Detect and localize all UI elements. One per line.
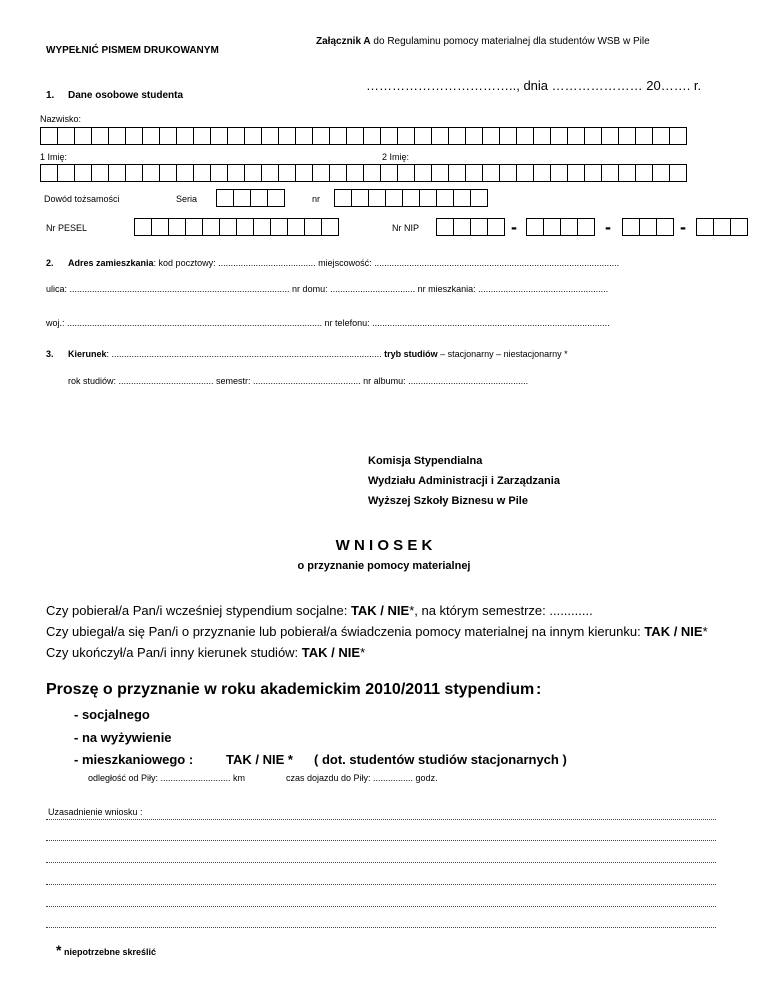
- char-box[interactable]: [470, 218, 488, 236]
- char-box[interactable]: [526, 218, 544, 236]
- char-box[interactable]: [639, 218, 657, 236]
- char-box[interactable]: [550, 164, 568, 182]
- char-box[interactable]: [656, 218, 674, 236]
- attachment-text: do Regulaminu pomocy materialnej dla studentów WSB w Pile: [370, 36, 650, 47]
- char-box[interactable]: [533, 164, 551, 182]
- char-box[interactable]: [193, 127, 211, 145]
- char-box[interactable]: [431, 127, 449, 145]
- address-label: Adres zamieszkania: [68, 258, 154, 268]
- char-box[interactable]: [168, 218, 186, 236]
- char-box[interactable]: [57, 127, 75, 145]
- id-number-grid[interactable]: [334, 189, 487, 207]
- nip-grid-2[interactable]: [526, 218, 594, 236]
- char-box[interactable]: [125, 127, 143, 145]
- nip-dash-2: -: [605, 217, 611, 237]
- char-box[interactable]: [295, 127, 313, 145]
- justification-line-6[interactable]: [46, 927, 716, 928]
- justification-line-3[interactable]: [46, 862, 716, 863]
- char-box[interactable]: [91, 127, 109, 145]
- char-box[interactable]: [346, 164, 364, 182]
- nip-label: Nr NIP: [392, 223, 419, 233]
- char-box[interactable]: [185, 218, 203, 236]
- char-box[interactable]: [465, 127, 483, 145]
- char-box[interactable]: [287, 218, 305, 236]
- addressee-line-3: Wyższej Szkoły Biznesu w Pile: [368, 495, 528, 507]
- fill-instruction: WYPEŁNIĆ PISMEM DRUKOWANYM: [46, 45, 219, 56]
- char-box[interactable]: [278, 127, 296, 145]
- year-semester-line[interactable]: rok studiów: ...................................... semestr: ........................................... nr albumu: ................................................: [68, 376, 529, 386]
- address-street-line[interactable]: ulica: ........................................................................................ nr domu: .................................. nr mieszkania: ....................................................: [46, 284, 609, 294]
- option-housing[interactable]: - mieszkaniowego :: [74, 752, 194, 767]
- char-box[interactable]: [516, 127, 534, 145]
- char-box[interactable]: [482, 164, 500, 182]
- housing-yes-no[interactable]: TAK / NIE *: [226, 752, 293, 767]
- char-box[interactable]: [176, 127, 194, 145]
- char-box[interactable]: [560, 218, 578, 236]
- surname-label: Nazwisko:: [40, 114, 82, 124]
- request-colon: :: [536, 681, 542, 698]
- char-box[interactable]: [618, 164, 636, 182]
- document-title: W N I O S E K: [335, 537, 433, 554]
- char-box[interactable]: [470, 189, 488, 207]
- char-box[interactable]: [304, 218, 322, 236]
- char-box[interactable]: [419, 189, 437, 207]
- char-box[interactable]: [142, 164, 160, 182]
- address-postal-line[interactable]: [68, 258, 619, 268]
- char-box[interactable]: [346, 127, 364, 145]
- section2-number: 2.: [46, 258, 54, 268]
- char-box[interactable]: [159, 127, 177, 145]
- char-box[interactable]: [584, 127, 602, 145]
- nip-grid-4[interactable]: [696, 218, 747, 236]
- char-box[interactable]: [159, 164, 177, 182]
- char-box[interactable]: [108, 164, 126, 182]
- footnote-text: niepotrzebne skreślić: [61, 947, 156, 957]
- study-mode-label: tryb studiów: [384, 349, 438, 359]
- char-box[interactable]: [351, 189, 369, 207]
- char-box[interactable]: [635, 127, 653, 145]
- attachment-note: [316, 36, 650, 47]
- char-box[interactable]: [250, 189, 268, 207]
- char-box[interactable]: [74, 164, 92, 182]
- second-name-label: 2 Imię:: [382, 152, 410, 162]
- date-line[interactable]: …………………………….., dnia ………………… 20……. r.: [366, 78, 702, 93]
- char-box[interactable]: [448, 164, 466, 182]
- question-2-text: Czy ubiegał/a się Pan/i o przyznanie lub pobierał/a świadczenia pomocy materialnej na innym kierunku:: [46, 624, 645, 639]
- char-box[interactable]: [533, 127, 551, 145]
- char-box[interactable]: [368, 189, 386, 207]
- pesel-grid[interactable]: [134, 218, 338, 236]
- char-box[interactable]: [584, 164, 602, 182]
- char-box[interactable]: [176, 164, 194, 182]
- char-box[interactable]: [601, 164, 619, 182]
- char-box[interactable]: [227, 127, 245, 145]
- names-grid[interactable]: [40, 164, 686, 182]
- address-province-line[interactable]: woj.: ...................................................................................................... nr telefonu: ...............................................................................................: [46, 318, 610, 328]
- question-3-star: *: [360, 645, 366, 660]
- direction-line[interactable]: [68, 349, 568, 359]
- char-box[interactable]: [431, 164, 449, 182]
- char-box[interactable]: [696, 218, 714, 236]
- char-box[interactable]: [227, 164, 245, 182]
- char-box[interactable]: [321, 218, 339, 236]
- question-2-star: *: [702, 624, 708, 639]
- question-1-semester: *, na którym semestrze: ............: [409, 603, 593, 618]
- addressee-line-1: Komisja Stypendialna: [368, 455, 483, 467]
- char-box[interactable]: [487, 218, 505, 236]
- request-heading: Proszę o przyznanie w roku akademickim 2010/2011 stypendium: [46, 681, 535, 698]
- justification-line-2[interactable]: [46, 840, 716, 841]
- question-3-answer[interactable]: TAK / NIE: [301, 645, 361, 660]
- char-box[interactable]: [108, 127, 126, 145]
- nip-grid-1[interactable]: [436, 218, 504, 236]
- study-mode-text: – stacjonarny – niestacjonarny *: [437, 349, 568, 359]
- char-box[interactable]: [253, 218, 271, 236]
- char-box[interactable]: [312, 127, 330, 145]
- justification-line-4[interactable]: [46, 884, 716, 885]
- char-box[interactable]: [91, 164, 109, 182]
- char-box[interactable]: [210, 164, 228, 182]
- direction-text: : ............................................................................................................: [106, 349, 382, 359]
- char-box[interactable]: [202, 218, 220, 236]
- char-box[interactable]: [334, 189, 352, 207]
- justification-line-1[interactable]: [46, 819, 716, 820]
- char-box[interactable]: [74, 127, 92, 145]
- travel-time-field[interactable]: czas dojazdu do Piły: ................ godz.: [286, 773, 438, 783]
- id-nr-label: nr: [312, 194, 321, 204]
- char-box[interactable]: [380, 127, 398, 145]
- char-box[interactable]: [363, 127, 381, 145]
- justification-line-5[interactable]: [46, 906, 716, 907]
- distance-field[interactable]: odległość od Piły: ............................ km: [88, 773, 246, 783]
- char-box[interactable]: [453, 218, 471, 236]
- char-box[interactable]: [278, 164, 296, 182]
- first-name-label: 1 Imię:: [40, 152, 68, 162]
- char-box[interactable]: [436, 218, 454, 236]
- question-1-text: Czy pobierał/a Pan/i wcześniej stypendium socjalne:: [46, 603, 351, 618]
- char-box[interactable]: [216, 189, 234, 207]
- char-box[interactable]: [193, 164, 211, 182]
- char-box[interactable]: [244, 127, 262, 145]
- char-box[interactable]: [543, 218, 561, 236]
- justification-label: Uzasadnienie wniosku :: [48, 807, 143, 817]
- question-2[interactable]: [46, 624, 708, 639]
- char-box[interactable]: [669, 127, 687, 145]
- char-box[interactable]: [652, 127, 670, 145]
- char-box[interactable]: [380, 164, 398, 182]
- char-box[interactable]: [267, 189, 285, 207]
- char-box[interactable]: [397, 164, 415, 182]
- char-box[interactable]: [669, 164, 687, 182]
- char-box[interactable]: [295, 164, 313, 182]
- char-box[interactable]: [397, 127, 415, 145]
- char-box[interactable]: [329, 164, 347, 182]
- char-box[interactable]: [270, 218, 288, 236]
- char-box[interactable]: [233, 189, 251, 207]
- char-box[interactable]: [622, 218, 640, 236]
- char-box[interactable]: [713, 218, 731, 236]
- char-box[interactable]: [142, 127, 160, 145]
- char-box[interactable]: [567, 127, 585, 145]
- char-box[interactable]: [453, 189, 471, 207]
- pesel-label: Nr PESEL: [46, 223, 88, 233]
- char-box[interactable]: [601, 127, 619, 145]
- series-grid[interactable]: [216, 189, 284, 207]
- char-box[interactable]: [730, 218, 748, 236]
- question-1[interactable]: [46, 603, 593, 618]
- char-box[interactable]: [448, 127, 466, 145]
- section1-number: 1.: [46, 90, 55, 101]
- char-box[interactable]: [57, 164, 75, 182]
- char-box[interactable]: [312, 164, 330, 182]
- section1-title: Dane osobowe studenta: [68, 90, 184, 101]
- section3-number: 3.: [46, 349, 54, 359]
- char-box[interactable]: [499, 164, 517, 182]
- footnote-star: *: [56, 942, 62, 958]
- document-subtitle: o przyznanie pomocy materialnej: [297, 560, 471, 572]
- nip-grid-3[interactable]: [622, 218, 673, 236]
- char-box[interactable]: [499, 127, 517, 145]
- series-label: Seria: [176, 194, 198, 204]
- char-box[interactable]: [567, 164, 585, 182]
- char-box[interactable]: [40, 127, 58, 145]
- char-box[interactable]: [414, 164, 432, 182]
- char-box[interactable]: [125, 164, 143, 182]
- char-box[interactable]: [618, 127, 636, 145]
- question-2-answer[interactable]: TAK / NIE: [644, 624, 703, 639]
- char-box[interactable]: [363, 164, 381, 182]
- footnote: [56, 942, 156, 960]
- question-3[interactable]: [46, 645, 365, 660]
- id-label: Dowód tożsamości: [44, 194, 120, 204]
- char-box[interactable]: [210, 127, 228, 145]
- addressee-line-2: Wydziału Administracji i Zarządzania: [368, 475, 560, 487]
- housing-note: ( dot. studentów studiów stacjonarnych ): [314, 752, 567, 767]
- attachment-label: Załącznik A: [316, 36, 371, 47]
- char-box[interactable]: [402, 189, 420, 207]
- nip-dash-3: -: [680, 217, 686, 237]
- option-social[interactable]: - socjalnego: [74, 707, 150, 722]
- char-box[interactable]: [436, 189, 454, 207]
- char-box[interactable]: [635, 164, 653, 182]
- char-box[interactable]: [482, 127, 500, 145]
- char-box[interactable]: [652, 164, 670, 182]
- char-box[interactable]: [516, 164, 534, 182]
- surname-grid[interactable]: [40, 127, 686, 145]
- char-box[interactable]: [244, 164, 262, 182]
- char-box[interactable]: [329, 127, 347, 145]
- char-box[interactable]: [219, 218, 237, 236]
- char-box[interactable]: [414, 127, 432, 145]
- char-box[interactable]: [261, 164, 279, 182]
- char-box[interactable]: [465, 164, 483, 182]
- char-box[interactable]: [550, 127, 568, 145]
- question-3-text: Czy ukończył/a Pan/i inny kierunek studiów:: [46, 645, 302, 660]
- char-box[interactable]: [385, 189, 403, 207]
- address-postal-text: : kod pocztowy: ....................................... miejscowość: ..................................................................................................: [153, 258, 620, 268]
- nip-dash-1: -: [511, 217, 517, 237]
- char-box[interactable]: [236, 218, 254, 236]
- char-box[interactable]: [577, 218, 595, 236]
- option-food[interactable]: - na wyżywienie: [74, 730, 172, 745]
- question-1-answer[interactable]: TAK / NIE: [350, 603, 410, 618]
- direction-label: Kierunek: [68, 349, 107, 359]
- char-box[interactable]: [134, 218, 152, 236]
- char-box[interactable]: [151, 218, 169, 236]
- char-box[interactable]: [40, 164, 58, 182]
- char-box[interactable]: [261, 127, 279, 145]
